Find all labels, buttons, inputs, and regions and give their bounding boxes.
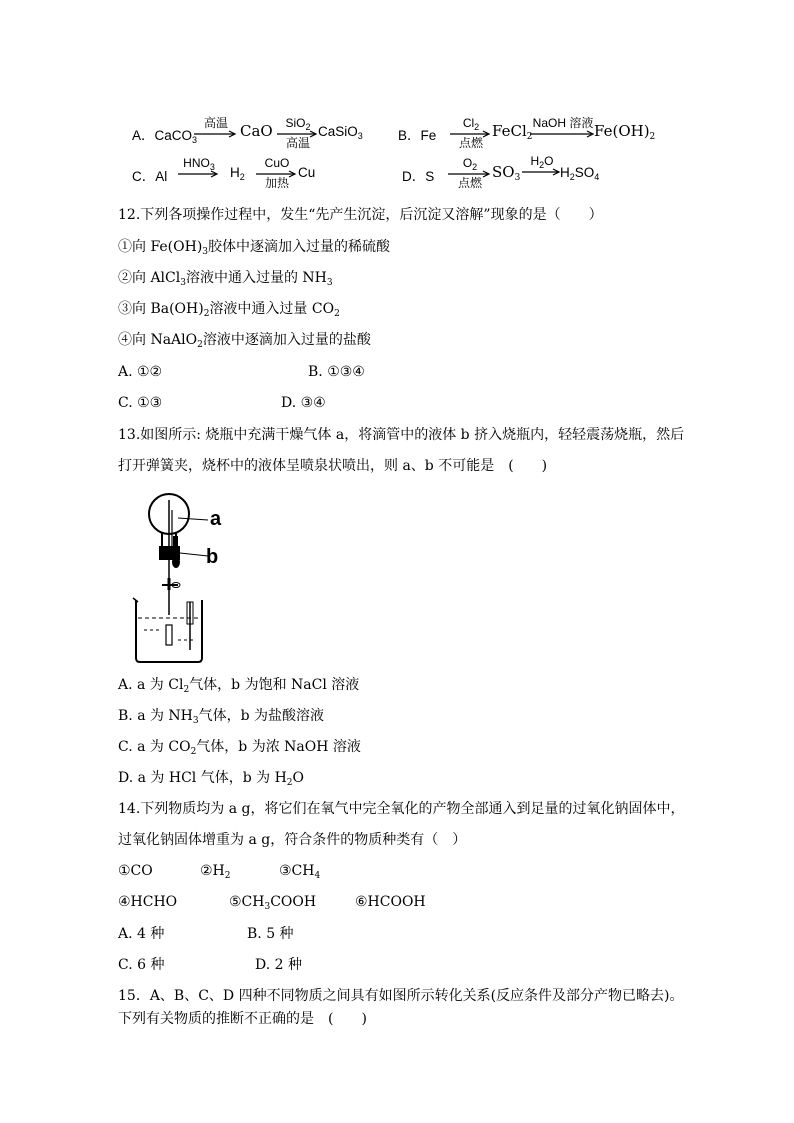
q13-option-a: A. a 为 $Cl_2$气体，b 为饱和 NaCl 溶液: [118, 677, 360, 695]
figure-label-b: b: [206, 546, 219, 568]
q12-option-a: A. ①②: [118, 364, 163, 380]
fountain-apparatus-figure: [120, 490, 240, 665]
q12-stem: 12.下列各项操作过程中，发生“先产生沉淀，后沉淀又溶解”现象的是（ ）: [118, 207, 603, 223]
q11-option-b: B．Fe $Cl_2$ 点燃 FeCl$_2$ NaOH 溶液 $Fe(OH)_2$: [398, 116, 656, 150]
q15-stem-line-1: 15．A、B、C、D 四种不同物质之间具有如图所示转化关系(反应条件及部分产物已略去)。: [118, 988, 684, 1004]
q14-option-d: D. 2 种: [255, 957, 302, 973]
q12-option-b: B. ①③④: [308, 364, 365, 380]
q12-item-2: ②向 AlCl$_3$溶液中通入过量的 $NH_3$: [118, 270, 333, 288]
figure-label-a: a: [210, 508, 222, 530]
q14-item-1: ①CO: [118, 863, 153, 879]
q11-option-d: D．S $O_2$ 点燃 $SO_3$ $H_2O$ $H_2SO_4$: [402, 154, 600, 190]
q14-stem-line-2: 过氧化钠固体增重为 a g，符合条件的物质种类有（ ）: [118, 832, 467, 848]
q12-option-d: D. ③④: [281, 395, 326, 411]
q13-option-b: B. a 为 $NH_3$气体，b 为盐酸溶液: [118, 708, 325, 726]
q15-stem-line-2: 下列有关物质的推断不正确的是 ( ): [118, 1011, 367, 1027]
q14-item-4: ④HCHO: [118, 894, 178, 910]
q14-option-a: A. 4 种: [118, 926, 165, 942]
q12-item-4: ④向 NaAlO$_2$溶液中逐滴加入过量的盐酸: [118, 332, 371, 350]
q13-stem-line-2: 打开弹簧夹，烧杯中的液体呈喷泉状喷出，则 a、b 不可能是 ( ): [118, 458, 548, 474]
q14-stem-line-1: 14.下列物质均为 a g，将它们在氧气中完全氧化的产物全部通入到足量的过氧化钠固体中，: [118, 801, 685, 817]
q14-option-b: B. 5 种: [247, 926, 294, 942]
q12-option-c: C. ①③: [118, 395, 163, 411]
q11-option-c: C．Al $HNO_3$ $H_2$ CuO 加热 Cu: [132, 156, 316, 190]
q11-option-a: A．CaCO$_3$ 高温 CaO SiO$_2$ 高温 CaSiO$_3$: [132, 116, 363, 150]
q13-option-c: C. a 为 $CO_2$气体，b 为浓 NaOH 溶液: [118, 739, 361, 757]
q12-item-1: ①向 $Fe(OH)_3$胶体中逐滴加入过量的稀硫酸: [118, 239, 391, 257]
q14-item-2: $②H_2$: [200, 863, 231, 881]
q13-option-d: D. a 为 HCl 气体，b 为 $H_2O$: [118, 770, 305, 788]
q14-item-3: $③CH_4$: [279, 863, 321, 881]
q14-item-5: $⑤CH_3COOH$: [229, 894, 317, 912]
q14-item-6: ⑥HCOOH: [355, 894, 426, 910]
q13-stem-line-1: 13.如图所示: 烧瓶中充满干燥气体 a，将滴管中的液体 b 挤入烧瓶内，轻轻震荡烧瓶，然后: [118, 427, 685, 443]
q12-item-3: ③向 $Ba(OH)_2$溶液中通入过量 $CO_2$: [118, 301, 340, 319]
q14-option-c: C. 6 种: [118, 957, 165, 973]
